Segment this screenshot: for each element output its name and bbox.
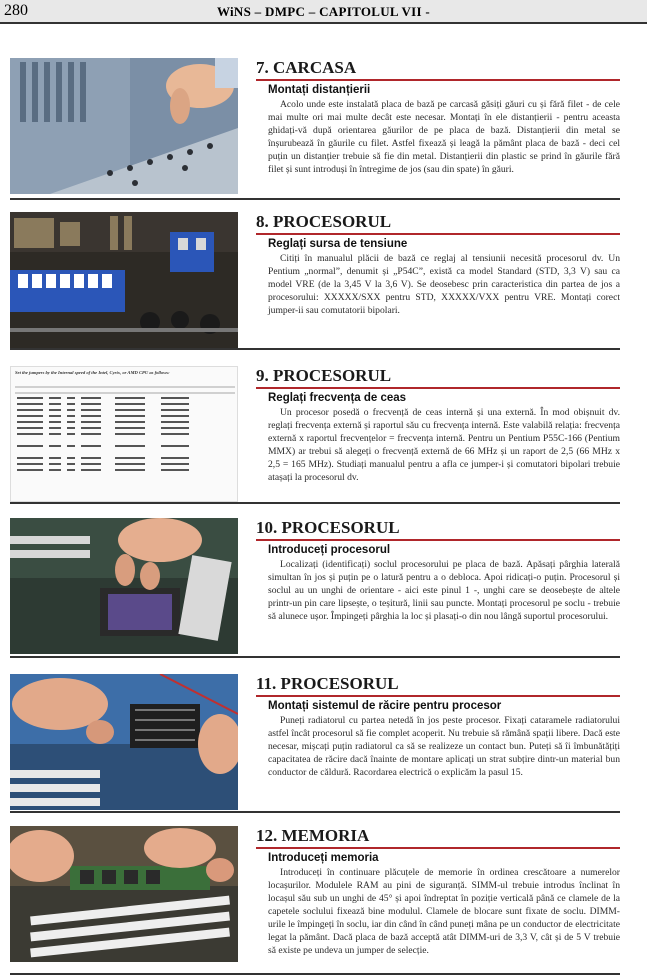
section-title: 10. PROCESORUL bbox=[256, 518, 400, 537]
section-title: 8. PROCESORUL bbox=[256, 212, 392, 231]
section-divider bbox=[10, 502, 620, 504]
cpu-cooler-photo bbox=[10, 674, 238, 810]
section-procesor-introducere bbox=[0, 518, 647, 666]
section-title: 9. PROCESORUL bbox=[256, 366, 392, 385]
section-divider bbox=[10, 656, 620, 658]
title-underline bbox=[256, 847, 620, 849]
page-header bbox=[0, 0, 647, 24]
title-underline bbox=[256, 539, 620, 541]
section-memoria bbox=[0, 826, 647, 974]
section-divider bbox=[10, 348, 620, 350]
section-text: Introduceți în continuare plăcuțele de memorie în ordinea crescătoare a numerelor locașurilor. Modulele RAM au pini de siguranță. SIMM-ul trebuie introdus înclinat în locașul său sub un unghi de 45° și apoi îndreptat în poziție verticală până ce clamele de la capetele soclului fixează bine modulul. Clamele de blocare sunt fixate de soclu. DIMM-urile le împingeți în soclu, iar din când în când puneți mâna pe un conductor de electricitate legat la pământ. Dacă placa de bază acceptă atât DIMM-uri de 3,3 V, cât și de 5 V trebuie să existe pe undeva un jumper de selecție. bbox=[268, 867, 620, 956]
section-text: Puneți radiatorul cu partea netedă în jos peste procesor. Fixați cataramele radiatorului astfel încât procesorul să fie complet acoperit. Nu trebuie să rămână spații libere. Dacă este necesar, mișcați puțin radiatorul ca să se realizeze un contact bun. Puteți să îi îmbunătățiți capacitatea de răcire dacă înainte de montare aplicați un strat subțire dintr-un material bun conductor de căldură. Racordarea electrică o explicăm la pasul 15. bbox=[268, 715, 620, 778]
title-underline bbox=[256, 387, 620, 389]
cpu-insert-photo bbox=[10, 518, 238, 654]
section-title: 7. CARCASA bbox=[256, 58, 357, 77]
case-standoffs-photo bbox=[10, 58, 238, 194]
section-subtitle: Montați sistemul de răcire pentru procesor bbox=[268, 700, 502, 712]
section-procesor-tensiune bbox=[0, 212, 647, 360]
section-procesor-frecventa bbox=[0, 366, 647, 514]
section-text: Citiți în manualul plăcii de bază ce reglaj al tensiunii necesită procesorul dv. Un Pentium „normal”, denumit și „P54C”, există ca model Standard (STD, 3,3 V) sau ca model VRE (de la 3,45 V la 3,6 V). Se deosebesc prin caracteristica din partea de jos a procesorului: XXXXX/SXX pentru STD, XXXXX/VXX pentru VRE. Montați corect jumper-ii sau comutatorii bipolari. bbox=[268, 253, 620, 316]
dip-switch-photo bbox=[10, 212, 238, 348]
section-divider bbox=[10, 811, 620, 813]
title-underline bbox=[256, 695, 620, 697]
section-title: 11. PROCESORUL bbox=[256, 674, 399, 693]
title-underline bbox=[256, 79, 620, 81]
section-text: Un procesor posedă o frecvență de ceas internă și una externă. În mod obișnuit dv. reglați frecvența externă și raportul său cu frecvența internă. Este valabilă relația: frecvența externă x raportul frecvențelor = frecvența internă. Pentru un Pentium P55C-166 (Pentium MMX) ar trebui să alegeți o frecvență externă de 66 MHz și un raport de 2,5 (66 MHz x 2,5 = 165 MHz). Studiați manualul pentru a afla ce jumper-i și comutatori bipolari trebuie atașați la procesorul dv. bbox=[268, 407, 620, 483]
section-procesor-racire bbox=[0, 674, 647, 822]
section-carcasa bbox=[0, 58, 647, 206]
memory-insert-photo bbox=[10, 826, 238, 962]
footer-rule bbox=[10, 973, 620, 975]
section-subtitle: Introduceți procesorul bbox=[268, 544, 391, 556]
page-number: 280 bbox=[4, 2, 28, 19]
section-subtitle: Introduceți memoria bbox=[268, 852, 379, 864]
running-head: WiNS – DMPC – CAPITOLUL VII - bbox=[216, 4, 431, 19]
section-subtitle: Reglați frecvența de ceas bbox=[268, 392, 407, 404]
section-text: Acolo unde este instalată placa de bază pe carcasă găsiți găuri cu și fără filet - de cele mai multe ori mai multe decât este necesar. Montați în ele distanțierii - pentru aceasta ghidați-vă după orientarea găurilor de pe placa de bază. Distanțierii din metal se înșurubează în găurile cu filet. Astfel fixează și leagă la pământ placa de bază - deci cel puțin un distanțier trebuie să fie din metal. Distanțierii din plastic se prind în găurile fără filet și sunt introduși în întregime de jos (sau din spate) în găuri. bbox=[268, 99, 620, 175]
section-divider bbox=[10, 198, 620, 200]
jumper-table-caption: Set the jumpers by the Internal speed of the Intel, Cyrix, or AMD CPU as follows: bbox=[15, 370, 170, 375]
section-subtitle: Reglați sursa de tensiune bbox=[268, 238, 408, 250]
title-underline bbox=[256, 233, 620, 235]
section-subtitle: Montați distanțierii bbox=[268, 84, 371, 96]
section-text: Localizați (identificați) soclul procesorului pe placa de bază. Apăsați pârghia laterală simultan în jos și puțin pe o latură pentru a o debloca. Apoi ridicați-o puțin. Procesorul și soclul au un unghi de orientare - aici este pinul 1 -, unghi care se deosebește de altele printr-un pin care lipsește, o teșitură, linii sau puncte. Montați procesorul pe soclu - trebuie să alunece ușor. Împingeți pârghia la loc și plasați-o din nou lângă suportul procesorului. bbox=[268, 559, 620, 622]
jumper-table-scan bbox=[10, 366, 238, 502]
section-title: 12. MEMORIA bbox=[256, 826, 370, 845]
